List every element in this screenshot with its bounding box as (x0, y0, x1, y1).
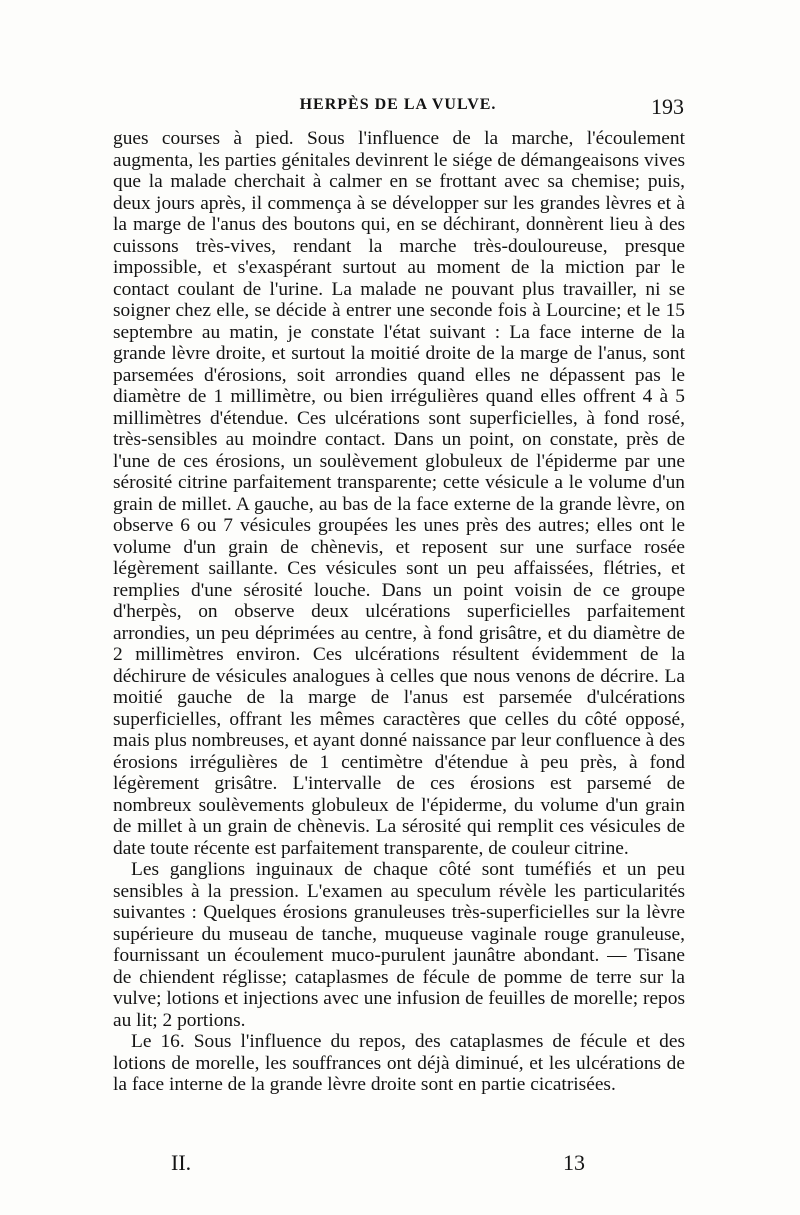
paragraph: gues courses à pied. Sous l'influence de la marche, l'écoulement augmenta, les parties génitales devinrent le siége de démangeaisons vives que la malade cherchait à calmer en se frottant avec sa chemise; puis, deux jours après, il commença à se développer sur les grandes lèvres et à la marge de l'anus des boutons qui, en se déchirant, donnèrent lieu à des cuissons très-vives, rendant la marche très-douloureuse, presque impossible, et s'exaspérant surtout au moment de la miction par le contact coulant de l'urine. La malade ne pouvant plus travailler, ni se soigner chez elle, se décide à entrer une seconde fois à Lourcine; et le 15 septembre au matin, je constate l'état suivant : La face interne de la grande lèvre droite, et surtout la moitié droite de la marge de l'anus, sont parsemées d'érosions, soit arrondies quand elles ne dépassent pas le diamètre de 1 millimètre, ou bien irrégulières quand elles offrent 4 à 5 millimètres d'étendue. Ces ulcérations sont superficielles, à fond rosé, très-sensibles au moindre contact. Dans un point, on constate, près de l'une de ces érosions, un soulèvement globuleux de l'épiderme par une sérosité citrine parfaitement transparente; cette vésicule a le volume d'un grain de millet. A gauche, au bas de la face externe de la grande lèvre, on observe 6 ou 7 vésicules groupées les unes près des autres; elles ont le volume d'un grain de chènevis, et reposent sur une surface rosée légèrement saillante. Ces vésicules sont un peu affaissées, flétries, et remplies d'une sérosité louche. Dans un point voisin de ce groupe d'herpès, on observe deux ulcérations superficielles parfaitement arrondies, un peu déprimées au centre, à fond grisâtre, et du diamètre de 2 millimètres environ. Ces ulcérations résultent évidemment de la déchirure de vésicules analogues à celles que nous venons de décrire. La moitié gauche de la marge de l'anus est parsemée d'ulcérations superficielles, offrant les mêmes caractères que celles du côté opposé, mais plus nombreuses, et ayant donné naissance par leur confluence à des érosions irrégulières de 1 centimètre d'étendue à peu près, à fond légèrement grisâtre. L'intervalle de ces érosions est parsemé de nombreux soulèvements globuleux de l'épiderme, du volume d'un grain de millet à un grain de chènevis. La sérosité qui remplit ces vésicules de date toute récente est parfaitement transparente, de couleur citrine. (113, 128, 685, 859)
paragraph: Le 16. Sous l'influence du repos, des cataplasmes de fécule et des lotions de morelle, les souffrances ont déjà diminué, et les ulcérations de la face interne de la grande lèvre droite sont en partie cicatrisées. (113, 1031, 685, 1095)
paragraph: Les ganglions inguinaux de chaque côté sont tuméfiés et un peu sensibles à la pression. L'examen au speculum révèle les particularités suivantes : Quelques érosions granuleuses très-superficielles sur la lèvre supérieure du museau de tanche, muqueuse vaginale rouge granuleuse, fournissant un écoulement muco-purulent jaunâtre abondant. — Tisane de chiendent réglisse; cataplasmes de fécule de pomme de terre sur la vulve; lotions et injections avec une infusion de feuilles de morelle; repos au lit; 2 portions. (113, 859, 685, 1031)
running-title: HERPÈS DE LA VULVE. (299, 96, 497, 113)
footer-sheet-number: 13 (563, 1150, 585, 1175)
page-footer (113, 1150, 685, 1178)
page-number: 193 (651, 94, 684, 119)
gathering-signature: II. (171, 1150, 192, 1175)
body-text (113, 128, 685, 1096)
running-head (112, 96, 684, 122)
